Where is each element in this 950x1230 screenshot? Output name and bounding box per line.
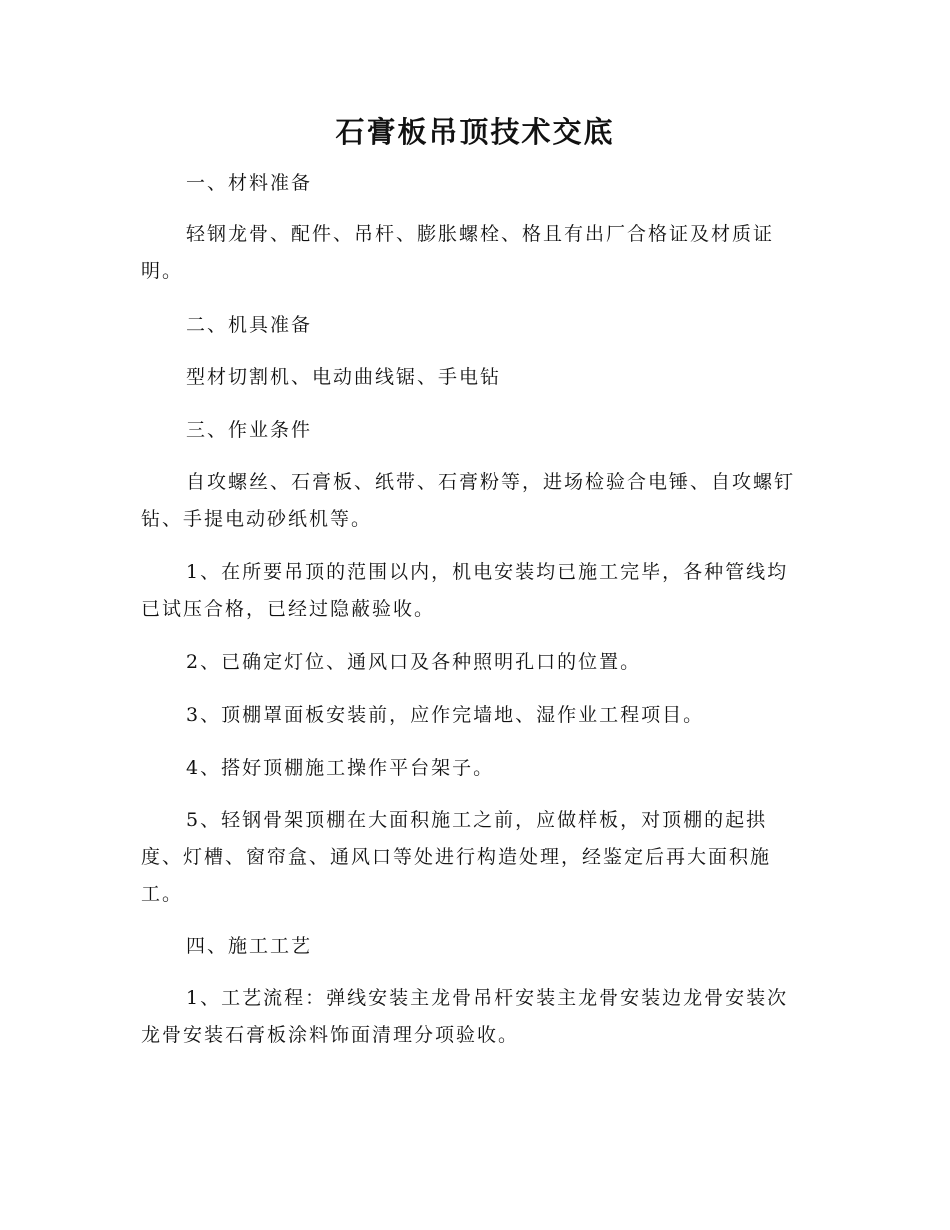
condition-item-5: 5、轻钢骨架顶棚在大面积施工之前，应做样板，对顶棚的起拱度、灯槽、窗帘盒、通风口等处进行构造处理，经鉴定后再大面积施工。 [141, 809, 772, 905]
condition-item-1: 1、在所要吊顶的范围以内，机电安装均已施工完毕，各种管线均已试压合格，已经过隐蔽验收。 [141, 561, 789, 620]
condition-item-4: 4、搭好顶棚施工操作平台架子。 [186, 757, 495, 779]
condition-item-3: 3、顶棚罩面板安装前，应作完墙地、湿作业工程项目。 [186, 704, 705, 726]
heading-materials: 一、材料准备 [186, 172, 313, 194]
heading-conditions: 三、作业条件 [186, 419, 313, 441]
paragraph-tools: 型材切割机、电动曲线锯、手电钻 [186, 366, 502, 388]
heading-process: 四、施工工艺 [186, 935, 313, 957]
paragraph-conditions: 自攻螺丝、石膏板、纸带、石膏粉等，进场检验合电锤、自攻螺钉钻、手提电动砂纸机等。 [141, 471, 796, 530]
process-item-1: 1、工艺流程：弹线安装主龙骨吊杆安装主龙骨安装边龙骨安装次龙骨安装石膏板涂料饰面清理分项验收。 [141, 987, 789, 1046]
condition-item-2: 2、已确定灯位、通风口及各种照明孔口的位置。 [186, 651, 642, 673]
paragraph-materials: 轻钢龙骨、配件、吊杆、膨胀螺栓、格且有出厂合格证及材质证明。 [141, 223, 775, 282]
heading-tools: 二、机具准备 [186, 314, 313, 336]
document-title: 石膏板吊顶技术交底 [335, 115, 615, 149]
